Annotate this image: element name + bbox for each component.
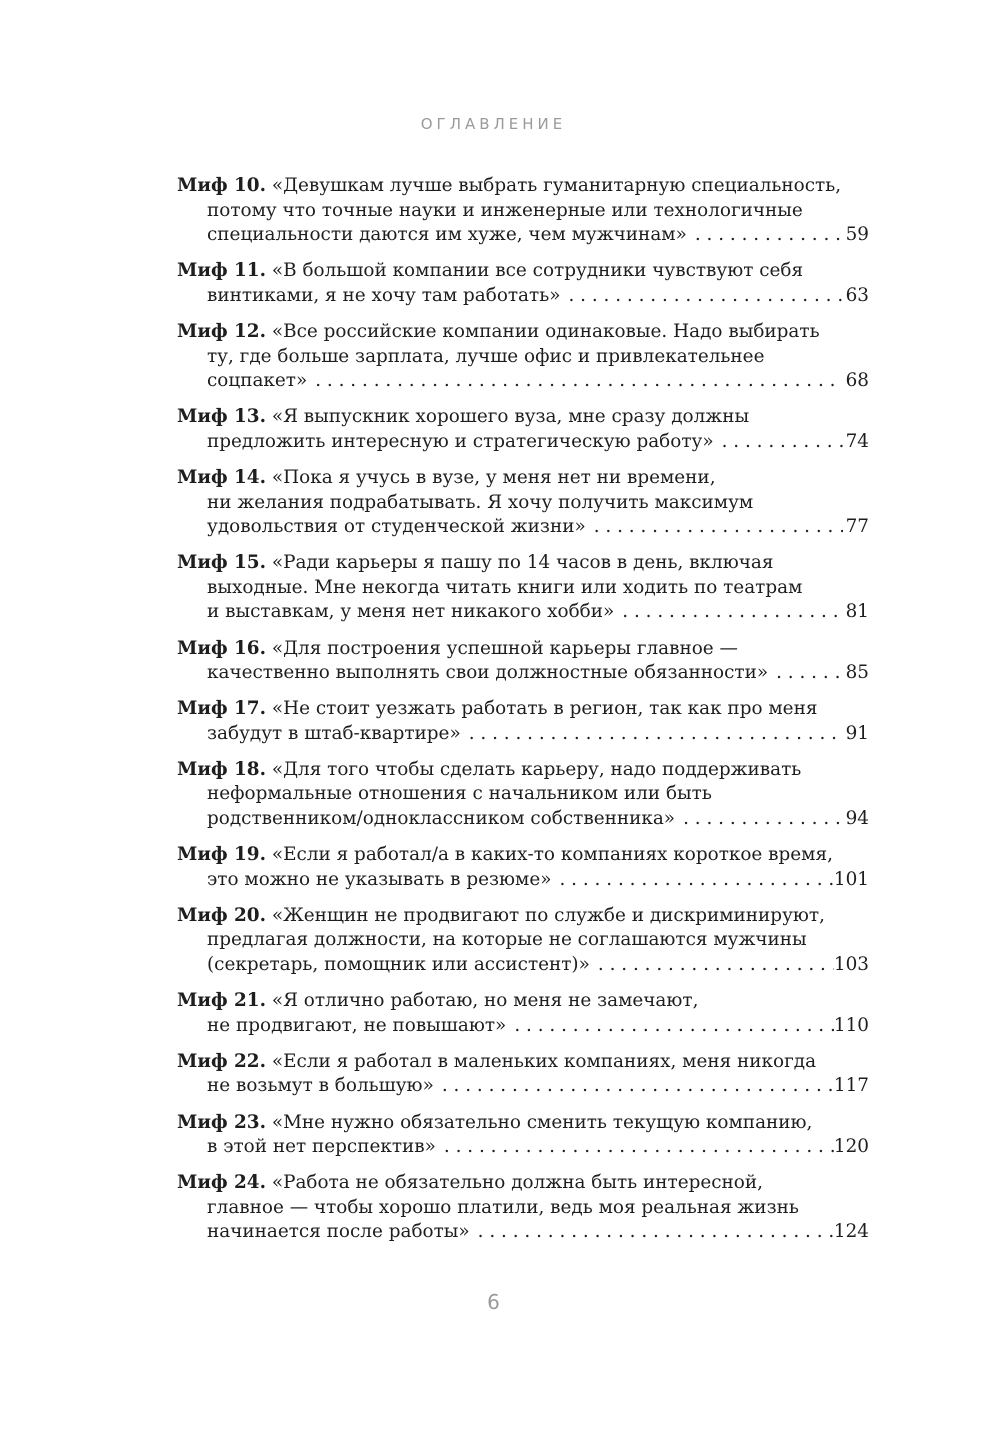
toc-entry-last-line <box>177 722 869 747</box>
toc-entry-last-line <box>177 953 869 978</box>
toc-entry[interactable] <box>177 1171 869 1245</box>
myth-title-text: «Работа не обязательно должна быть интересной, <box>271 1172 763 1194</box>
dot-leader <box>434 1074 834 1099</box>
dot-leader <box>675 807 843 832</box>
myth-title-continuation: ту, где больше зарплата, лучше офис и привлекательнее <box>207 345 765 367</box>
toc-entry-last-line <box>177 1220 869 1245</box>
myth-title-ending: забудут в штаб-квартире» <box>207 722 461 744</box>
toc-entry-first-line <box>177 758 869 783</box>
myth-title-text: «Девушкам лучше выбрать гуманитарную специальность, <box>271 175 842 196</box>
myth-number: Миф 22. <box>177 1050 266 1072</box>
toc-entry-last-line <box>177 515 869 540</box>
toc-entry[interactable] <box>177 466 869 540</box>
toc-entry-last-line <box>177 430 869 455</box>
myth-title-continuation: неформальные отношения с начальником или быть <box>207 783 712 805</box>
dot-leader <box>560 284 843 309</box>
toc-entry-first-line <box>177 1171 869 1196</box>
myth-title-ending: специальности даются им хуже, чем мужчинам» <box>207 224 687 246</box>
toc-entry-last-line <box>177 223 869 248</box>
myth-number: Миф 21. <box>177 990 266 1012</box>
myth-title-ending: и выставкам, у меня нет никакого хобби» <box>207 601 615 623</box>
myth-title-continuation: выходные. Мне некогда читать книги или ходить по театрам <box>207 576 803 598</box>
toc-entry-first-line <box>177 697 869 722</box>
toc-entry[interactable] <box>177 174 869 248</box>
dot-leader <box>551 868 833 893</box>
myth-title-ending: соцпакет» <box>207 370 308 392</box>
dot-leader <box>590 953 834 978</box>
page-reference[interactable]: 85 <box>845 662 869 684</box>
toc-entry[interactable] <box>177 1111 869 1160</box>
toc-entry-last-line <box>177 1135 869 1160</box>
myth-title-text: «Все российские компании одинаковые. Надо выбирать <box>271 320 820 342</box>
toc-entry[interactable] <box>177 989 869 1038</box>
table-of-contents <box>177 174 869 1256</box>
dot-leader <box>470 1220 834 1245</box>
page-reference[interactable]: 63 <box>845 284 869 306</box>
running-header: ОГЛАВЛЕНИЕ <box>420 115 567 133</box>
page-reference[interactable]: 101 <box>833 868 869 890</box>
page-reference[interactable]: 117 <box>833 1075 869 1097</box>
toc-entry-first-line <box>177 843 869 868</box>
toc-entry-first-line <box>177 466 869 491</box>
myth-title-text: «Женщин не продвигают по службе и дискриминируют, <box>271 904 825 926</box>
myth-title-continuation: ни желания подрабатывать. Я хочу получить максимум <box>207 491 754 513</box>
myth-title-ending: (секретарь, помощник или ассистент)» <box>207 954 590 976</box>
myth-title-ending: в этой нет перспектив» <box>207 1136 436 1158</box>
myth-number: Миф 18. <box>177 758 266 780</box>
dot-leader <box>614 600 843 625</box>
myth-number: Миф 23. <box>177 1111 266 1133</box>
toc-entry-last-line <box>177 369 869 394</box>
myth-number: Миф 12. <box>177 320 266 342</box>
myth-title-ending: предложить интересную и стратегическую работу» <box>207 430 714 452</box>
myth-title-text: «Не стоит уезжать работать в регион, так как про меня <box>271 698 818 720</box>
myth-number: Миф 11. <box>177 260 266 282</box>
toc-entry-first-line <box>177 320 869 345</box>
myth-title-continuation: потому что точные науки и инженерные или технологичные <box>207 199 803 221</box>
toc-entry[interactable] <box>177 551 869 625</box>
myth-title-ending: винтиками, я не хочу там работать» <box>207 284 561 306</box>
dot-leader <box>461 722 843 747</box>
myth-title-continuation: предлагая должности, на которые не соглашаются мужчины <box>207 929 807 951</box>
toc-entry[interactable] <box>177 904 869 978</box>
myth-title-ending: удовольствия от студенческой жизни» <box>207 516 586 538</box>
toc-entry[interactable] <box>177 405 869 454</box>
myth-title-text: «Ради карьеры я пашу по 14 часов в день, включая <box>271 552 774 574</box>
toc-entry-first-line <box>177 904 869 929</box>
toc-entry-first-line <box>177 259 869 284</box>
page-reference[interactable]: 94 <box>845 808 869 830</box>
toc-entry-last-line <box>177 1014 869 1039</box>
myth-title-text: «Для того чтобы сделать карьеру, надо поддерживать <box>271 758 802 780</box>
myth-title-text: «Пока я учусь в вузе, у меня нет ни времени, <box>271 466 716 488</box>
myth-number: Миф 17. <box>177 698 266 720</box>
myth-title-text: «Я отлично работаю, но меня не замечают, <box>271 990 699 1012</box>
toc-entry[interactable] <box>177 259 869 308</box>
myth-title-ending: это можно не указывать в резюме» <box>207 868 552 890</box>
toc-entry-first-line <box>177 1111 869 1136</box>
page-reference[interactable]: 103 <box>833 954 869 976</box>
dot-leader <box>307 369 843 394</box>
toc-entry-first-line <box>177 405 869 430</box>
myth-title-ending: качественно выполнять свои должностные обязанности» <box>207 662 769 684</box>
myth-number: Миф 24. <box>177 1172 266 1194</box>
myth-title-text: «Если я работал/а в каких-то компаниях короткое время, <box>271 844 833 866</box>
toc-entry-last-line <box>177 284 869 309</box>
myth-number: Миф 16. <box>177 637 266 659</box>
page-reference[interactable]: 59 <box>845 224 869 246</box>
page-reference[interactable]: 74 <box>845 430 869 452</box>
page-number: 6 <box>487 1290 500 1314</box>
myth-title-text: «Мне нужно обязательно сменить текущую компанию, <box>271 1111 813 1133</box>
dot-leader <box>768 661 843 686</box>
toc-entry-first-line <box>177 1050 869 1075</box>
myth-number: Миф 13. <box>177 406 266 428</box>
dot-leader <box>506 1014 834 1039</box>
myth-title-ending: начинается после работы» <box>207 1221 470 1243</box>
toc-entry[interactable] <box>177 758 869 832</box>
toc-entry[interactable] <box>177 637 869 686</box>
page-reference[interactable]: 81 <box>845 601 869 623</box>
myth-title-text: «Для построения успешной карьеры главное — <box>271 637 738 659</box>
toc-entry-last-line <box>177 661 869 686</box>
toc-entry-first-line <box>177 989 869 1014</box>
myth-title-ending: родственником/одноклассником собственника» <box>207 808 676 830</box>
myth-title-ending: не продвигают, не повышают» <box>207 1014 507 1036</box>
toc-entry-last-line <box>177 868 869 893</box>
myth-number: Миф 14. <box>177 466 266 488</box>
toc-entry[interactable] <box>177 697 869 746</box>
page-reference[interactable]: 120 <box>833 1136 869 1158</box>
toc-entry[interactable] <box>177 1050 869 1099</box>
toc-entry-first-line <box>177 174 869 199</box>
page-reference[interactable]: 124 <box>833 1221 869 1243</box>
myth-number: Миф 15. <box>177 552 266 574</box>
dot-leader <box>714 430 843 455</box>
toc-entry[interactable] <box>177 320 869 394</box>
toc-entry-first-line <box>177 637 869 662</box>
dot-leader <box>687 223 843 248</box>
dot-leader <box>586 515 843 540</box>
toc-entry-first-line <box>177 551 869 576</box>
page-reference[interactable]: 110 <box>833 1014 869 1036</box>
toc-entry-last-line <box>177 1074 869 1099</box>
myth-number: Миф 10. <box>177 175 266 196</box>
page-reference[interactable]: 91 <box>845 722 869 744</box>
myth-title-text: «В большой компании все сотрудники чувствуют себя <box>271 260 804 282</box>
toc-entry-last-line <box>177 600 869 625</box>
myth-title-text: «Я выпускник хорошего вуза, мне сразу должны <box>271 406 750 428</box>
dot-leader <box>436 1135 834 1160</box>
myth-number: Миф 19. <box>177 844 266 866</box>
toc-entry[interactable] <box>177 843 869 892</box>
myth-number: Миф 20. <box>177 904 266 926</box>
myth-title-continuation: главное — чтобы хорошо платили, ведь моя реальная жизнь <box>207 1196 799 1218</box>
page-reference[interactable]: 77 <box>845 516 869 538</box>
myth-title-ending: не возьмут в большую» <box>207 1075 434 1097</box>
myth-title-text: «Если я работал в маленьких компаниях, меня никогда <box>271 1050 817 1072</box>
toc-entry-last-line <box>177 807 869 832</box>
page-reference[interactable]: 68 <box>845 370 869 392</box>
